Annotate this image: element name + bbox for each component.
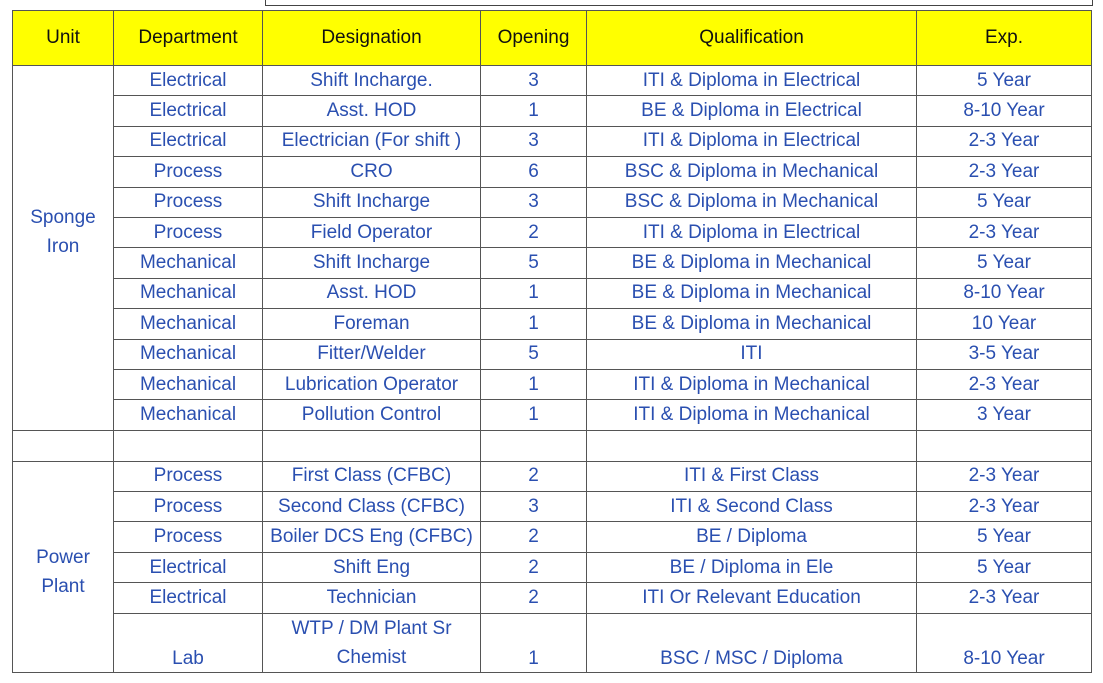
spacer-cell xyxy=(13,430,114,461)
designation-cell: Shift Incharge xyxy=(263,248,481,278)
exp-cell: 3-5 Year xyxy=(917,339,1092,369)
opening-cell: 2 xyxy=(481,522,587,552)
department-cell: Electrical xyxy=(114,583,263,613)
opening-cell: 6 xyxy=(481,157,587,187)
spacer-cell xyxy=(114,430,263,461)
exp-cell: 8-10 Year xyxy=(917,278,1092,308)
table-row xyxy=(13,583,1092,613)
header-row xyxy=(13,11,1092,66)
department-cell: Mechanical xyxy=(114,339,263,369)
top-border-right xyxy=(1092,0,1093,6)
header-exp: Exp. xyxy=(917,11,1092,66)
table-row xyxy=(13,96,1092,126)
table-row xyxy=(13,461,1092,491)
designation-cell: Shift Incharge. xyxy=(263,66,481,96)
qualification-cell: BSC & Diploma in Mechanical xyxy=(587,157,917,187)
opening-cell: 5 xyxy=(481,248,587,278)
power-plant-section xyxy=(13,461,1092,672)
department-cell: Process xyxy=(114,492,263,522)
table-row xyxy=(13,187,1092,217)
qualification-cell: ITI & First Class xyxy=(587,461,917,491)
designation-cell: Pollution Control xyxy=(263,400,481,430)
qualification-cell: BE & Diploma in Mechanical xyxy=(587,248,917,278)
sponge-iron-section xyxy=(13,66,1092,431)
unit-cell: Sponge Iron xyxy=(13,66,114,431)
opening-cell: 3 xyxy=(481,492,587,522)
opening-cell: 1 xyxy=(481,613,587,672)
opening-cell: 3 xyxy=(481,187,587,217)
opening-cell: 1 xyxy=(481,278,587,308)
designation-cell: First Class (CFBC) xyxy=(263,461,481,491)
exp-cell: 2-3 Year xyxy=(917,492,1092,522)
table-row xyxy=(13,309,1092,339)
opening-cell: 2 xyxy=(481,461,587,491)
department-cell: Electrical xyxy=(114,66,263,96)
exp-cell: 5 Year xyxy=(917,552,1092,582)
table-row xyxy=(13,339,1092,369)
exp-cell: 2-3 Year xyxy=(917,583,1092,613)
designation-cell: Electrician (For shift ) xyxy=(263,126,481,156)
department-cell: Mechanical xyxy=(114,309,263,339)
header-qualification: Qualification xyxy=(587,11,917,66)
opening-cell: 1 xyxy=(481,400,587,430)
table-row xyxy=(13,66,1092,96)
spacer-cell xyxy=(481,430,587,461)
designation-cell: Second Class (CFBC) xyxy=(263,492,481,522)
department-cell: Process xyxy=(114,157,263,187)
opening-cell: 2 xyxy=(481,552,587,582)
opening-cell: 1 xyxy=(481,96,587,126)
qualification-cell: BSC & Diploma in Mechanical xyxy=(587,187,917,217)
table-row xyxy=(13,217,1092,247)
qualification-cell: BE / Diploma in Ele xyxy=(587,552,917,582)
qualification-cell: ITI & Second Class xyxy=(587,492,917,522)
qualification-cell: BE & Diploma in Mechanical xyxy=(587,278,917,308)
exp-cell: 3 Year xyxy=(917,400,1092,430)
spacer-row xyxy=(13,430,1092,461)
designation-cell: Foreman xyxy=(263,309,481,339)
table-row xyxy=(13,522,1092,552)
qualification-cell: BE & Diploma in Mechanical xyxy=(587,309,917,339)
department-cell: Mechanical xyxy=(114,400,263,430)
unit-cell: Power Plant xyxy=(13,461,114,672)
exp-cell: 5 Year xyxy=(917,187,1092,217)
qualification-cell: ITI & Diploma in Electrical xyxy=(587,66,917,96)
department-cell: Mechanical xyxy=(114,248,263,278)
exp-cell: 2-3 Year xyxy=(917,126,1092,156)
department-cell: Lab xyxy=(114,613,263,672)
table-row xyxy=(13,552,1092,582)
opening-cell: 5 xyxy=(481,339,587,369)
department-cell: Electrical xyxy=(114,96,263,126)
qualification-cell: BSC / MSC / Diploma xyxy=(587,613,917,672)
designation-cell: Boiler DCS Eng (CFBC) xyxy=(263,522,481,552)
opening-cell: 3 xyxy=(481,126,587,156)
header-designation: Designation xyxy=(263,11,481,66)
opening-cell: 1 xyxy=(481,369,587,399)
table-row xyxy=(13,157,1092,187)
vacancy-table xyxy=(12,10,1092,673)
exp-cell: 2-3 Year xyxy=(917,217,1092,247)
designation-cell: Shift Eng xyxy=(263,552,481,582)
table-row xyxy=(13,613,1092,672)
exp-cell: 2-3 Year xyxy=(917,157,1092,187)
exp-cell: 2-3 Year xyxy=(917,461,1092,491)
designation-cell: WTP / DM Plant Sr Chemist xyxy=(263,613,481,672)
opening-cell: 2 xyxy=(481,583,587,613)
designation-cell: Fitter/Welder xyxy=(263,339,481,369)
exp-cell: 5 Year xyxy=(917,522,1092,552)
department-cell: Process xyxy=(114,187,263,217)
exp-cell: 8-10 Year xyxy=(917,96,1092,126)
designation-cell: Technician xyxy=(263,583,481,613)
department-cell: Electrical xyxy=(114,126,263,156)
table-row xyxy=(13,248,1092,278)
spacer-cell xyxy=(587,430,917,461)
qualification-cell: BE / Diploma xyxy=(587,522,917,552)
qualification-cell: ITI & Diploma in Electrical xyxy=(587,217,917,247)
header-department: Department xyxy=(114,11,263,66)
department-cell: Mechanical xyxy=(114,369,263,399)
qualification-cell: BE & Diploma in Electrical xyxy=(587,96,917,126)
exp-cell: 10 Year xyxy=(917,309,1092,339)
designation-cell: Shift Incharge xyxy=(263,187,481,217)
header-opening: Opening xyxy=(481,11,587,66)
header-unit: Unit xyxy=(13,11,114,66)
designation-cell: Asst. HOD xyxy=(263,278,481,308)
top-border-line xyxy=(265,5,1093,6)
qualification-cell: ITI & Diploma in Mechanical xyxy=(587,369,917,399)
spacer-cell xyxy=(263,430,481,461)
qualification-cell: ITI Or Relevant Education xyxy=(587,583,917,613)
designation-cell: Asst. HOD xyxy=(263,96,481,126)
spacer-section xyxy=(13,430,1092,461)
spacer-cell xyxy=(917,430,1092,461)
designation-cell: CRO xyxy=(263,157,481,187)
table-row xyxy=(13,400,1092,430)
opening-cell: 3 xyxy=(481,66,587,96)
table-row xyxy=(13,278,1092,308)
department-cell: Mechanical xyxy=(114,278,263,308)
qualification-cell: ITI xyxy=(587,339,917,369)
exp-cell: 5 Year xyxy=(917,66,1092,96)
table-row xyxy=(13,126,1092,156)
exp-cell: 5 Year xyxy=(917,248,1092,278)
opening-cell: 1 xyxy=(481,309,587,339)
qualification-cell: ITI & Diploma in Electrical xyxy=(587,126,917,156)
table-row xyxy=(13,369,1092,399)
designation-cell: Field Operator xyxy=(263,217,481,247)
table-row xyxy=(13,492,1092,522)
exp-cell: 8-10 Year xyxy=(917,613,1092,672)
department-cell: Process xyxy=(114,461,263,491)
opening-cell: 2 xyxy=(481,217,587,247)
department-cell: Electrical xyxy=(114,552,263,582)
exp-cell: 2-3 Year xyxy=(917,369,1092,399)
qualification-cell: ITI & Diploma in Mechanical xyxy=(587,400,917,430)
department-cell: Process xyxy=(114,522,263,552)
designation-cell: Lubrication Operator xyxy=(263,369,481,399)
department-cell: Process xyxy=(114,217,263,247)
top-border-left xyxy=(265,0,266,6)
